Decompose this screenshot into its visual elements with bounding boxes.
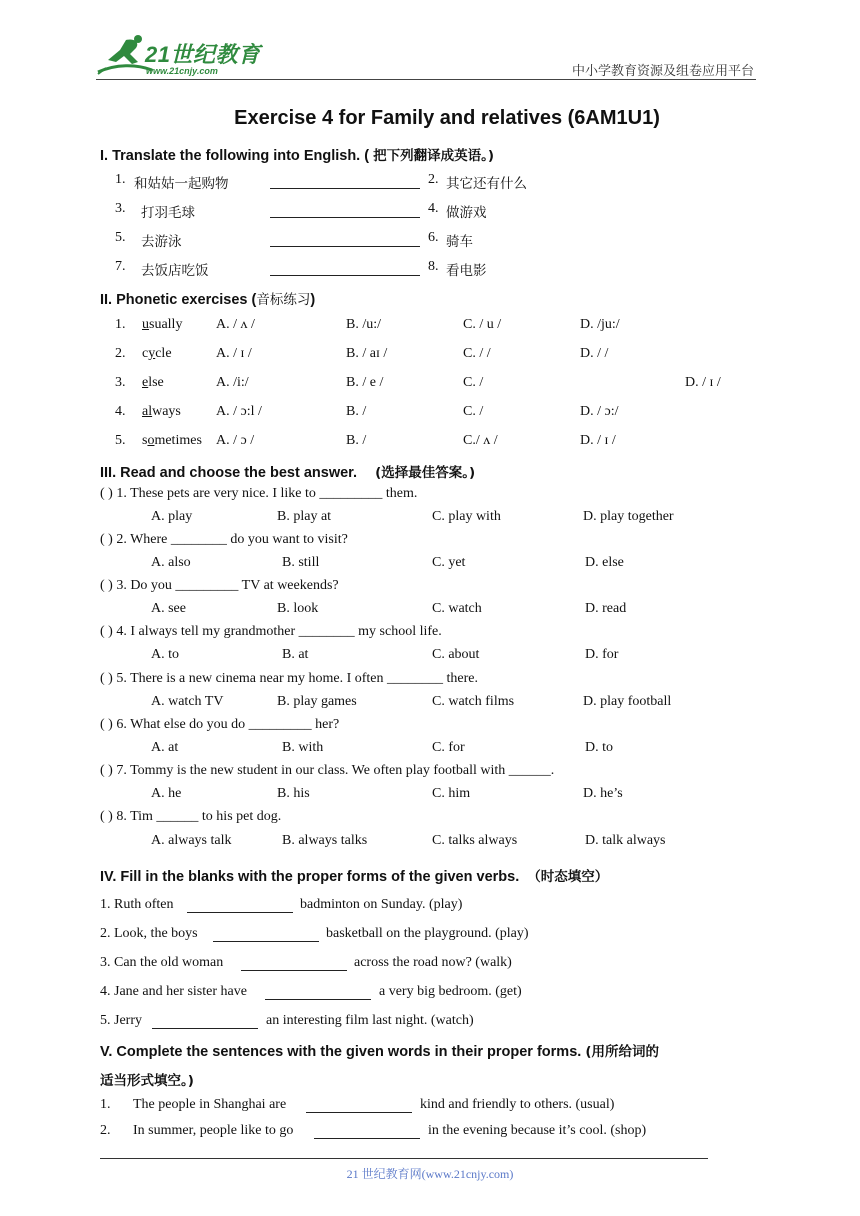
section-1-heading-cn: 把下列翻译成英语。) [373,148,495,164]
item-num: 1. [100,1097,111,1112]
translate-num: 8. [428,259,439,274]
answer-blank[interactable] [265,999,371,1000]
choice-c[interactable]: C. watch films [432,694,515,709]
fill-prefix: The people in Shanghai are [133,1097,287,1112]
phonetic-word [142,317,182,333]
translate-text: 做游戏 [446,205,487,221]
choice-c[interactable]: C. play with [432,509,501,524]
option-c: C. / / [463,346,491,361]
footer-divider [100,1158,708,1159]
option-d: D. / / [580,346,609,361]
choice-d[interactable]: D. play football [583,694,672,709]
underlined-letters: o [147,433,155,448]
translate-num: 6. [428,230,439,245]
answer-blank[interactable] [187,912,293,913]
choice-c[interactable]: C. watch [432,601,482,616]
option-a: A. / ʌ / [216,317,255,332]
question-text: ( ) 7. Tommy is the new student in our class. We often play football with ______. [100,763,555,778]
section-1-heading [100,144,494,164]
translate-text: 其它还有什么 [446,176,527,192]
option-b: B. /u:/ [346,317,382,332]
fill-prefix: In summer, people like to go [133,1123,294,1138]
question-text: ( ) 1. These pets are very nice. I like to _________ them. [100,486,418,501]
header-platform-text: 中小学教育资源及组卷应用平台 [571,63,754,78]
phonetic-word [142,346,172,362]
choice-d[interactable]: D. talk always [585,833,666,848]
section-5-heading-cont [100,1069,194,1089]
choice-c[interactable]: C. him [432,786,471,801]
underlined-letters: y [148,346,156,361]
section-2-heading-text: II. Phonetic exercises ( [100,292,257,308]
option-b: B. / aɪ / [346,346,388,361]
section-3-heading [100,461,475,481]
option-c: C./ ʌ / [463,433,498,448]
choice-d[interactable]: D. read [585,601,627,616]
translate-num: 5. [115,230,126,245]
translate-text: 看电影 [446,263,487,279]
question-text: ( ) 5. There is a new cinema near my home. I often ________ there. [100,671,478,686]
section-2-heading-end: ) [310,292,316,308]
choice-d[interactable]: D. for [585,647,619,662]
logo-text: 21世纪教育 [145,42,261,67]
answer-blank[interactable] [306,1112,412,1113]
option-c: C. / [463,375,484,390]
translate-text: 打羽毛球 [141,205,195,221]
phonetic-num: 2. [115,346,126,361]
fill-suffix: across the road now? (walk) [354,955,512,970]
translate-text: 去游泳 [141,234,182,250]
underlined-letters: u [142,317,149,332]
option-a: A. /i:/ [216,375,249,390]
question-text: ( ) 4. I always tell my grandmother ________ my school life. [100,624,442,639]
answer-blank[interactable] [241,970,347,971]
fill-prefix: 1. Ruth often [100,897,174,912]
answer-blank[interactable] [213,941,319,942]
section-4-heading-cn: （时态填空） [527,869,609,885]
phonetic-num: 4. [115,404,126,419]
choice-b[interactable]: B. look [277,601,319,616]
choice-b[interactable]: B. at [282,647,309,662]
answer-blank[interactable] [270,217,420,218]
option-c: C. / u / [463,317,502,332]
underlined-letters: e [142,375,149,390]
choice-a[interactable]: A. see [151,601,186,616]
section-5-heading-text: V. Complete the sentences with the given words in their proper forms. [100,1044,582,1060]
answer-blank[interactable] [152,1028,258,1029]
choice-c[interactable]: C. talks always [432,833,518,848]
choice-b[interactable]: B. with [282,740,324,755]
section-5-heading-cn: (用所给词的 [585,1044,659,1060]
choice-c[interactable]: C. yet [432,555,466,570]
fill-prefix: 5. Jerry [100,1013,142,1028]
choice-b[interactable]: B. play games [277,694,357,709]
option-d: D. /ju:/ [580,317,620,332]
answer-blank[interactable] [314,1138,420,1139]
choice-a[interactable]: A. play [151,509,193,524]
fill-prefix: 2. Look, the boys [100,926,198,941]
choice-d[interactable]: D. else [585,555,624,570]
answer-blank[interactable] [270,246,420,247]
option-a: A. / ɪ / [216,346,252,361]
choice-c[interactable]: C. for [432,740,465,755]
footer-text[interactable]: 21 世纪教育网(www.21cnjy.com) [346,1167,514,1181]
fill-suffix: a very big bedroom. (get) [379,984,522,999]
fill-suffix: kind and friendly to others. (usual) [420,1097,615,1112]
choice-b[interactable]: B. his [277,786,310,801]
question-text: ( ) 3. Do you _________ TV at weekends? [100,578,339,593]
section-5-heading [100,1040,659,1060]
answer-blank[interactable] [270,275,420,276]
question-text: ( ) 2. Where ________ do you want to visit? [100,532,348,547]
translate-num: 3. [115,201,126,216]
choice-d[interactable]: D. he’s [583,786,623,801]
translate-num: 1. [115,172,126,187]
question-text: ( ) 8. Tim ______ to his pet dog. [100,809,282,824]
choice-a[interactable]: A. also [151,555,191,570]
phonetic-word [142,404,181,420]
word-pre: s [142,433,148,448]
choice-b[interactable]: B. still [282,555,320,570]
fill-suffix: badminton on Sunday. (play) [300,897,463,912]
fill-suffix: in the evening because it’s cool. (shop) [428,1123,647,1138]
fill-prefix: 3. Can the old woman [100,955,224,970]
option-d: D. / ɪ / [580,433,616,448]
translate-num: 4. [428,201,439,216]
word-pre: c [142,346,149,361]
fill-suffix: basketball on the playground. (play) [326,926,529,941]
section-5-heading-cn2: 适当形式填空。) [100,1073,194,1089]
option-b: B. / [346,433,367,448]
underlined-letters: al [142,404,153,419]
option-a: A. / ɔ / [216,433,255,448]
section-4-heading-text: IV. Fill in the blanks with the proper forms of the given verbs. [100,869,520,885]
option-b: B. / e / [346,375,384,390]
choice-d[interactable]: D. play together [583,509,674,524]
answer-blank[interactable] [270,188,420,189]
choice-a[interactable]: A. at [151,740,179,755]
item-num: 2. [100,1123,111,1138]
choice-b[interactable]: B. play at [277,509,332,524]
section-2-heading [100,288,315,308]
word-rest: ways [152,404,181,419]
choice-a[interactable]: A. he [151,786,182,801]
section-3-heading-cn: (选择最佳答案。) [375,465,476,481]
choice-a[interactable]: A. to [151,647,179,662]
word-rest: metimes [154,433,202,448]
word-rest: lse [148,375,164,390]
choice-a[interactable]: A. watch TV [151,694,224,709]
header-divider [96,79,756,80]
choice-d[interactable]: D. to [585,740,613,755]
phonetic-word [142,433,202,449]
page-title: Exercise 4 for Family and relatives (6AM1U1) [234,107,660,129]
section-2-heading-cn: 音标练习 [256,292,311,308]
translate-num: 2. [428,172,439,187]
phonetic-word [142,375,164,391]
option-a: A. / ɔ:l / [216,404,262,419]
section-4-heading [100,865,608,885]
translate-text: 去饭店吃饭 [141,263,209,279]
translate-num: 7. [115,259,126,274]
fill-suffix: an interesting film last night. (watch) [266,1013,474,1028]
option-c: C. / [463,404,484,419]
option-b: B. / [346,404,367,419]
phonetic-num: 5. [115,433,126,448]
word-rest: cle [155,346,172,361]
section-3-heading-text: III. Read and choose the best answer. [100,465,358,481]
translate-text: 和姑姑一起购物 [134,176,229,192]
choice-b[interactable]: B. always talks [282,833,368,848]
phonetic-num: 3. [115,375,126,390]
option-d: D. / ɔ:/ [580,404,619,419]
question-text: ( ) 6. What else do you do _________ her? [100,717,340,732]
section-1-heading-text: I. Translate the following into English. ( [100,148,370,164]
choice-c[interactable]: C. about [432,647,480,662]
choice-a[interactable]: A. always talk [151,833,232,848]
fill-prefix: 4. Jane and her sister have [100,984,247,999]
translate-text: 骑车 [446,234,473,250]
logo-url: www.21cnjy.com [146,66,218,76]
word-rest: sually [149,317,183,332]
option-d: D. / ɪ / [685,375,721,390]
phonetic-num: 1. [115,317,126,332]
